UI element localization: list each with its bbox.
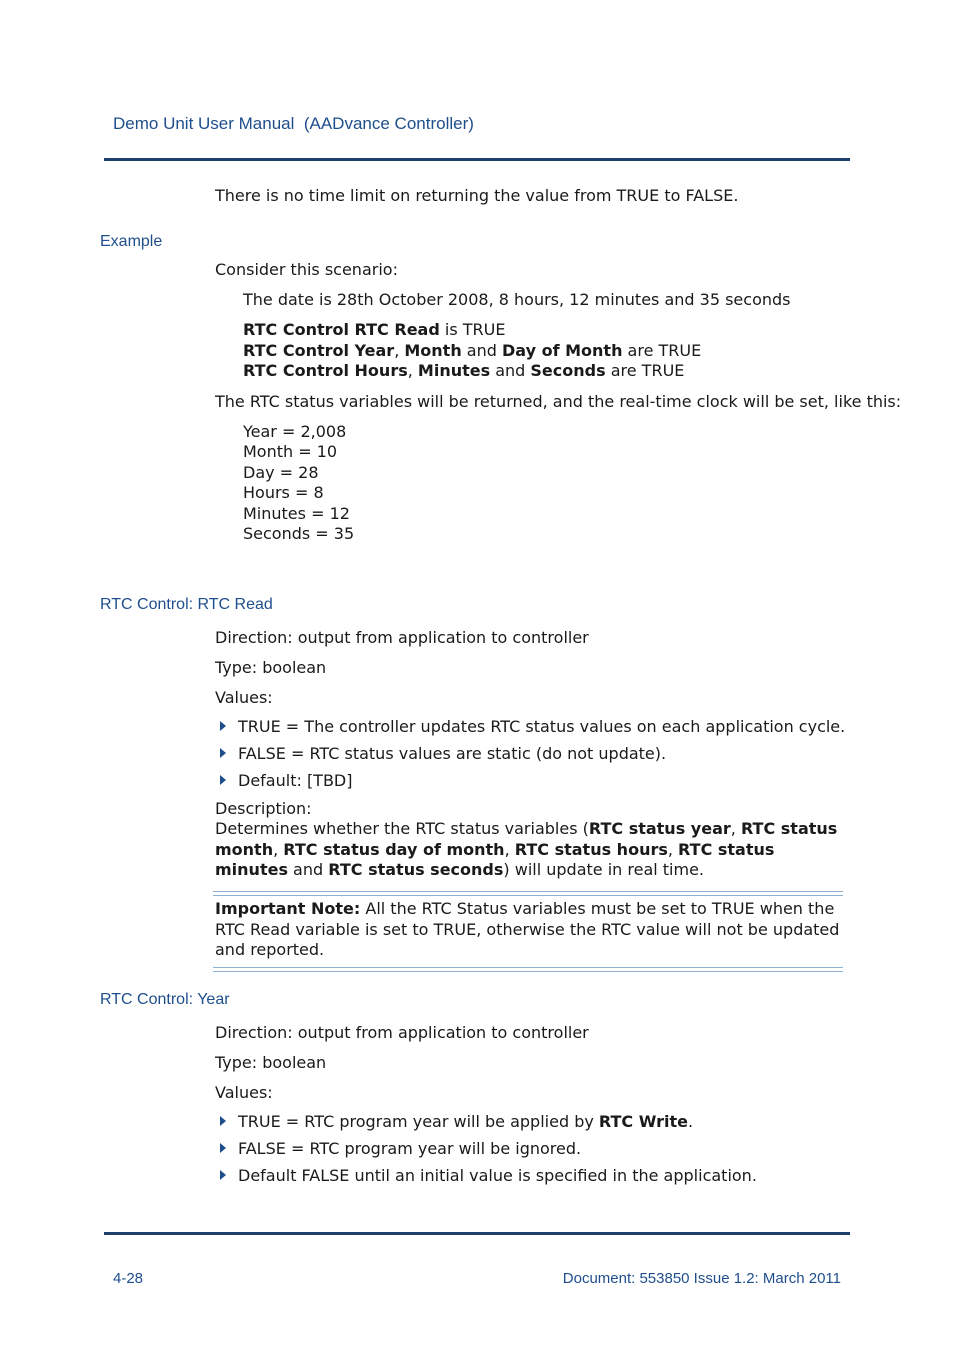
rtc-read-description: Determines whether the RTC status variables (RTC status year, RTC status month, RTC status day of month, RTC status hours, RTC status minutes and RTC status seconds) will update in real time. <box>215 819 838 879</box>
bullet-triangle-icon <box>220 748 226 758</box>
example-heading: Example <box>100 233 163 250</box>
value-month: Month = 10 <box>243 442 338 461</box>
document-id: Document: 553850 Issue 1.2: March 2011 <box>562 1270 841 1287</box>
scenario-line-3: RTC Control Hours, Minutes and Seconds are TRUE <box>243 361 685 380</box>
value-seconds: Seconds = 35 <box>243 524 355 543</box>
rtc-read-values-label: Values: <box>215 688 273 707</box>
bullet-triangle-icon <box>220 1116 226 1126</box>
list-item: FALSE = RTC program year will be ignored. <box>220 1139 581 1159</box>
value-minutes: Minutes = 12 <box>243 504 350 523</box>
rtc-year-heading: RTC Control: Year <box>100 991 230 1008</box>
note-bottom-rule <box>213 967 843 972</box>
list-item: Default FALSE until an initial value is specified in the application. <box>220 1166 757 1186</box>
rtc-read-type: Type: boolean <box>215 658 327 677</box>
bullet-triangle-icon <box>220 1143 226 1153</box>
rtc-year-direction: Direction: output from application to controller <box>215 1023 589 1042</box>
running-header: Demo Unit User Manual (AADvance Controller) <box>113 114 474 133</box>
rtc-read-direction: Direction: output from application to controller <box>215 628 589 647</box>
note-top-rule <box>213 891 843 896</box>
rtc-year-values-label: Values: <box>215 1083 273 1102</box>
list-item: FALSE = RTC status values are static (do not update). <box>220 744 666 764</box>
rtc-read-description-label: Description: <box>215 799 312 818</box>
list-item: TRUE = RTC program year will be applied by RTC Write. <box>220 1112 693 1132</box>
bullet-triangle-icon <box>220 721 226 731</box>
value-day: Day = 28 <box>243 463 319 482</box>
result-lead: The RTC status variables will be returned, and the real-time clock will be set, like this: <box>215 392 902 411</box>
rtc-year-type: Type: boolean <box>215 1053 327 1072</box>
bullet-triangle-icon <box>220 1170 226 1180</box>
value-year: Year = 2,008 <box>243 422 347 441</box>
bullet-triangle-icon <box>220 775 226 785</box>
example-lead: Consider this scenario: <box>215 260 398 279</box>
header-rule <box>104 158 850 161</box>
list-item: TRUE = The controller updates RTC status values on each application cycle. <box>220 717 845 737</box>
intro-paragraph: There is no time limit on returning the value from TRUE to FALSE. <box>215 186 739 205</box>
important-note: Important Note: All the RTC Status variables must be set to TRUE when the RTC Read variable is set to TRUE, otherwise the RTC value will not be updated and reported. <box>215 899 840 959</box>
value-hours: Hours = 8 <box>243 483 324 502</box>
scenario-line-2: RTC Control Year, Month and Day of Month are TRUE <box>243 341 702 360</box>
footer-rule <box>104 1232 850 1235</box>
page-number: 4-28 <box>113 1270 144 1287</box>
scenario-line-1: RTC Control RTC Read is TRUE <box>243 320 506 339</box>
list-item: Default: [TBD] <box>220 771 353 791</box>
scenario-text: The date is 28th October 2008, 8 hours, 12 minutes and 35 seconds <box>243 290 791 309</box>
rtc-read-heading: RTC Control: RTC Read <box>100 596 273 613</box>
